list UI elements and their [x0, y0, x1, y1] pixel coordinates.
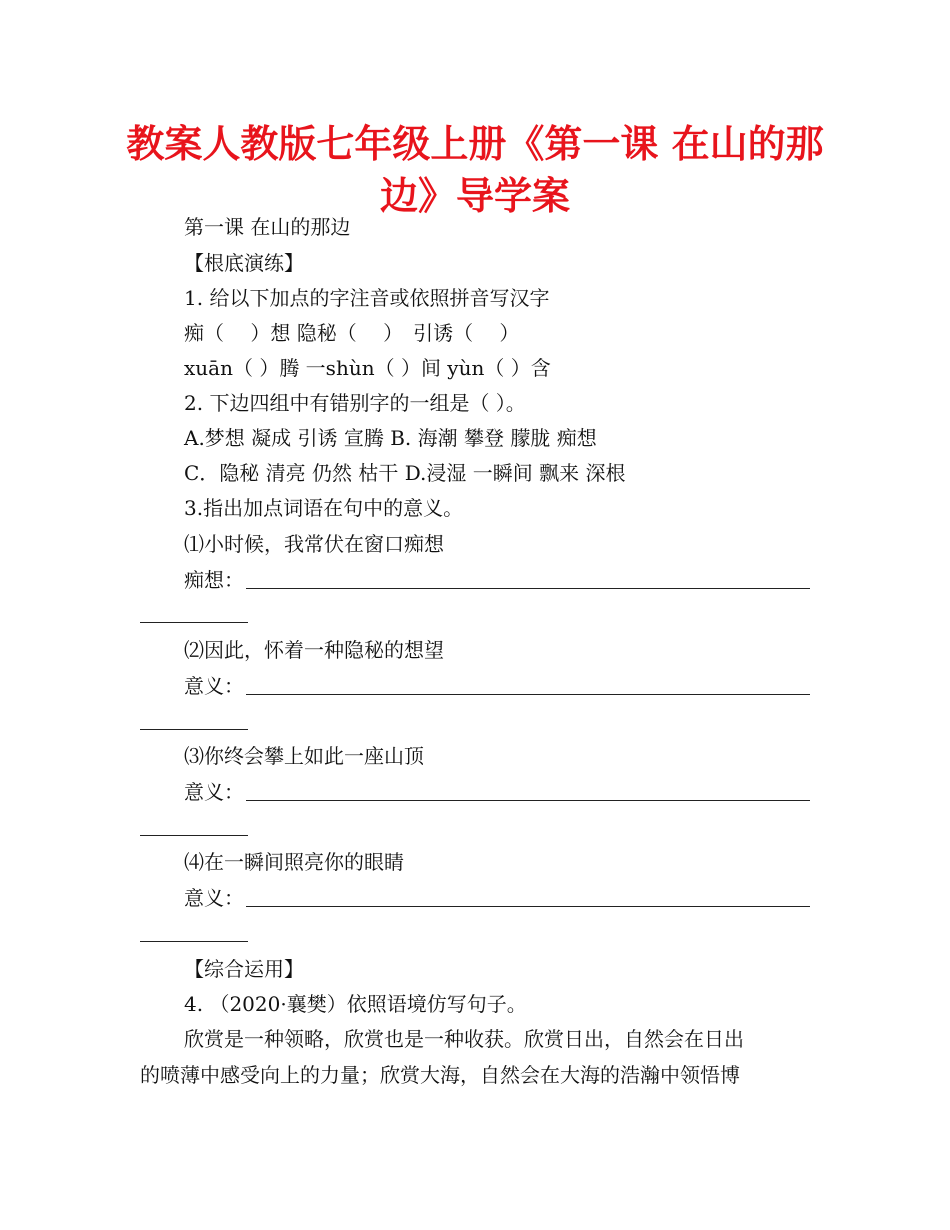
- answer-blank-1-continued[interactable]: [140, 622, 248, 623]
- lesson-heading: 第一课 在山的那边: [184, 215, 351, 239]
- question-1: 1. 给以下加点的字注音或依照拼音写汉字: [184, 286, 550, 310]
- question-3-sentence-2: ⑵因此，怀着一种隐秘的想望: [184, 638, 444, 662]
- question-3-sentence-1: ⑴小时候，我常伏在窗口痴想: [184, 532, 444, 556]
- question-4: 4. （2020·襄樊）依照语境仿写句子。: [184, 992, 527, 1016]
- answer-blank-2[interactable]: [246, 694, 810, 695]
- question-1-line-2: xuān（ ）腾 一shùn（ ）间 yùn（ ）含: [184, 356, 551, 380]
- document-title: 教案人教版七年级上册《第一课 在山的那边》导学案: [126, 122, 824, 218]
- question-3-label-2: 意义：: [184, 674, 244, 698]
- question-3-sentence-3: ⑶你终会攀上如此一座山顶: [184, 744, 424, 768]
- question-2: 2. 下边四组中有错别字的一组是（ ）。: [184, 391, 526, 415]
- question-3-label-4: 意义：: [184, 886, 244, 910]
- answer-blank-3[interactable]: [246, 800, 810, 801]
- question-3-label-1: 痴想：: [184, 568, 244, 592]
- section-heading-application: 【综合运用】: [184, 957, 304, 981]
- question-4-paragraph-line-1: 欣赏是一种领略，欣赏也是一种收获。欣赏日出，自然会在日出: [184, 1027, 744, 1051]
- question-1-line-1: 痴（ ）想 隐秘（ ） 引诱（ ）: [184, 321, 520, 345]
- answer-blank-1[interactable]: [246, 588, 810, 589]
- question-2-options-cd: C．隐秘 清亮 仍然 枯干 D.浸湿 一瞬间 飘来 深根: [184, 461, 626, 485]
- question-3: 3.指出加点词语在句中的意义。: [184, 496, 464, 520]
- question-2-options-ab: A.梦想 凝成 引诱 宣腾 B. 海潮 攀登 朦胧 痴想: [184, 426, 597, 450]
- answer-blank-4[interactable]: [246, 906, 810, 907]
- question-3-sentence-4: ⑷在一瞬间照亮你的眼睛: [184, 850, 404, 874]
- answer-blank-3-continued[interactable]: [140, 835, 248, 836]
- answer-blank-2-continued[interactable]: [140, 729, 248, 730]
- answer-blank-4-continued[interactable]: [140, 941, 248, 942]
- section-heading-basics: 【根底演练】: [184, 251, 304, 275]
- question-4-paragraph-line-2: 的喷薄中感受向上的力量；欣赏大海，自然会在大海的浩瀚中领悟博: [140, 1063, 740, 1087]
- question-3-label-3: 意义：: [184, 780, 244, 804]
